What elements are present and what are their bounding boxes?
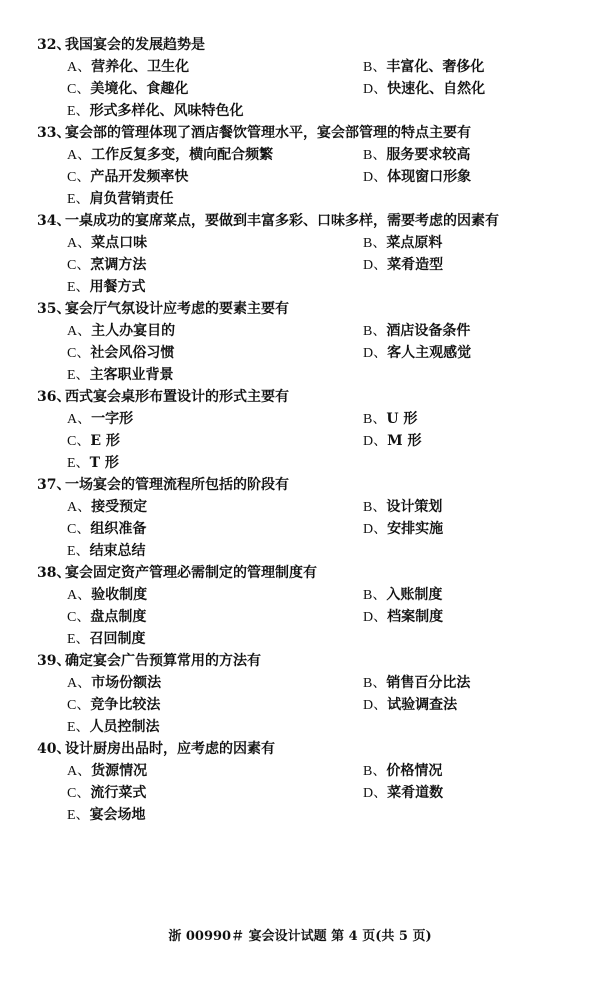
option-c: C、E 形 xyxy=(67,433,120,449)
question-stem xyxy=(0,738,600,760)
option-e: E、宴会场地 xyxy=(67,807,146,823)
option-e: E、主客职业背景 xyxy=(67,367,174,383)
option-a: A、验收制度 xyxy=(67,587,148,603)
question-39 xyxy=(0,650,600,738)
option-d: D、快速化、自然化 xyxy=(363,81,486,97)
option-c: C、社会风俗习惯 xyxy=(67,345,175,361)
question-stem xyxy=(0,562,600,584)
option-a: A、营养化、卫生化 xyxy=(67,59,190,75)
option-a: A、市场份额法 xyxy=(67,675,162,691)
question-text: 设计厨房出品时，应考虑的因素有 xyxy=(65,741,275,757)
option-e: E、人员控制法 xyxy=(67,719,160,735)
question-text: 一场宴会的管理流程所包括的阶段有 xyxy=(65,477,289,493)
question-number: 34、 xyxy=(37,213,71,229)
question-text: 西式宴会桌形布置设计的形式主要有 xyxy=(65,389,289,405)
option-b: B、酒店设备条件 xyxy=(363,323,471,339)
option-d: D、客人主观感觉 xyxy=(363,345,472,361)
option-a: A、一字形 xyxy=(67,411,134,427)
option-b: B、设计策划 xyxy=(363,499,443,515)
question-number: 40、 xyxy=(37,741,71,757)
option-b: B、入账制度 xyxy=(363,587,443,603)
option-e: E、结束总结 xyxy=(67,543,146,559)
option-e: E、召回制度 xyxy=(67,631,146,647)
question-text: 宴会部的管理体现了酒店餐饮管理水平，宴会部管理的特点主要有 xyxy=(65,125,471,141)
question-number: 33、 xyxy=(37,125,71,141)
option-d: D、体现窗口形象 xyxy=(363,169,472,185)
question-text: 宴会固定资产管理必需制定的管理制度有 xyxy=(65,565,317,581)
option-e: E、肩负营销责任 xyxy=(67,191,174,207)
option-c: C、组织准备 xyxy=(67,521,147,537)
option-c: C、美境化、食趣化 xyxy=(67,81,189,97)
question-text: 宴会厅气氛设计应考虑的要素主要有 xyxy=(65,301,289,317)
question-number: 35、 xyxy=(37,301,71,317)
question-stem xyxy=(0,34,600,56)
exam-questions xyxy=(0,34,600,826)
question-stem xyxy=(0,210,600,232)
option-a: A、工作反复多变，横向配合频繁 xyxy=(67,147,274,163)
question-text: 确定宴会广告预算常用的方法有 xyxy=(65,653,261,669)
option-b: B、销售百分比法 xyxy=(363,675,471,691)
option-c: C、流行菜式 xyxy=(67,785,147,801)
question-stem xyxy=(0,298,600,320)
option-d: D、菜肴造型 xyxy=(363,257,444,273)
option-e: E、形式多样化、风味特色化 xyxy=(67,103,244,119)
option-b: B、服务要求较高 xyxy=(363,147,471,163)
question-number: 39、 xyxy=(37,653,71,669)
option-a: A、货源情况 xyxy=(67,763,148,779)
question-stem xyxy=(0,650,600,672)
option-d: D、安排实施 xyxy=(363,521,444,537)
option-e: E、用餐方式 xyxy=(67,279,146,295)
question-36 xyxy=(0,386,600,474)
option-c: C、竞争比较法 xyxy=(67,697,161,713)
option-c: C、产品开发频率快 xyxy=(67,169,189,185)
option-a: A、接受预定 xyxy=(67,499,148,515)
question-stem xyxy=(0,122,600,144)
question-text: 一桌成功的宴席菜点，要做到丰富多彩、口味多样，需要考虑的因素有 xyxy=(65,213,499,229)
option-d: D、M 形 xyxy=(363,433,422,449)
question-32 xyxy=(0,34,600,122)
question-number: 36、 xyxy=(37,389,71,405)
option-a: A、菜点口味 xyxy=(67,235,148,251)
option-a: A、主人办宴目的 xyxy=(67,323,176,339)
question-40 xyxy=(0,738,600,826)
page-footer: 浙 00990＃ 宴会设计试题 第 4 页(共 5 页) xyxy=(168,929,432,944)
question-number: 32、 xyxy=(37,37,71,53)
question-37 xyxy=(0,474,600,562)
option-c: C、盘点制度 xyxy=(67,609,147,625)
option-c: C、烹调方法 xyxy=(67,257,147,273)
question-33 xyxy=(0,122,600,210)
option-d: D、菜肴道数 xyxy=(363,785,444,801)
question-text: 我国宴会的发展趋势是 xyxy=(65,37,205,53)
option-b: B、U 形 xyxy=(363,411,418,427)
question-number: 38、 xyxy=(37,565,71,581)
option-d: D、档案制度 xyxy=(363,609,444,625)
option-e: E、T 形 xyxy=(67,455,119,471)
question-38 xyxy=(0,562,600,650)
question-number: 37、 xyxy=(37,477,71,493)
option-b: B、价格情况 xyxy=(363,763,443,779)
option-d: D、试验调查法 xyxy=(363,697,458,713)
question-35 xyxy=(0,298,600,386)
option-b: B、丰富化、奢侈化 xyxy=(363,59,485,75)
question-stem xyxy=(0,386,600,408)
option-b: B、菜点原料 xyxy=(363,235,443,251)
question-stem xyxy=(0,474,600,496)
question-34 xyxy=(0,210,600,298)
